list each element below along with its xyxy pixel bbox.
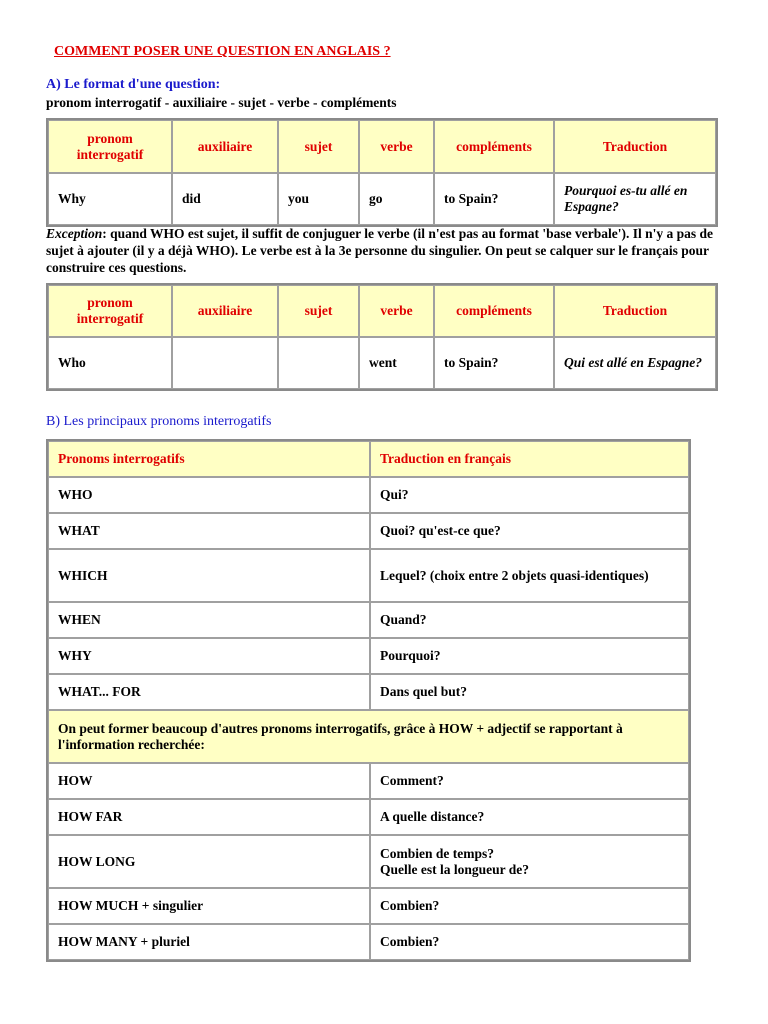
table-cell: Qui est allé en Espagne?	[554, 337, 716, 389]
pronoun-cell: WHY	[48, 638, 370, 674]
exception-paragraph: Exception: quand WHO est sujet, il suffit de conjuguer le verbe (il n'est pas au format 'base verbale'). Il n'y a pas de sujet à ajouter (il y a déjà WHO). Le verbe est à la 3e personne du singulier. On peut se calquer sur le français pour construire ces questions.	[46, 226, 714, 275]
header-cell: verbe	[359, 285, 434, 337]
table-row	[48, 763, 689, 799]
table-cell: Why	[48, 173, 172, 225]
table-row	[48, 337, 716, 389]
translation-cell	[370, 835, 689, 888]
table-cell: did	[172, 173, 278, 225]
table-row	[48, 674, 689, 710]
table-cell: to Spain?	[434, 337, 554, 389]
header-cell: Pronoms interrogatifs	[48, 441, 370, 477]
table-header-row	[48, 285, 716, 337]
translation-line: Quelle est la longueur de?	[380, 861, 530, 877]
table-row	[48, 513, 689, 549]
table-row	[48, 835, 689, 888]
table-cell: to Spain?	[434, 173, 554, 225]
header-cell: compléments	[434, 285, 554, 337]
section-b-heading: B) Les principaux pronoms interrogatifs	[46, 414, 272, 429]
translation-cell: Quand?	[370, 602, 689, 638]
pronoun-cell: HOW MANY + pluriel	[48, 924, 370, 960]
table-row	[48, 924, 689, 960]
translation-cell: A quelle distance?	[370, 799, 689, 835]
question-format-table	[46, 118, 718, 227]
table-cell: Pourquoi es-tu allé en Espagne?	[554, 173, 716, 225]
translation-cell: Lequel? (choix entre 2 objets quasi-identiques)	[370, 549, 689, 602]
table-row	[48, 602, 689, 638]
pronoun-cell: WHO	[48, 477, 370, 513]
table-cell: Who	[48, 337, 172, 389]
header-cell: auxiliaire	[172, 120, 278, 173]
pronoun-cell: WHAT... FOR	[48, 674, 370, 710]
table-cell: go	[359, 173, 434, 225]
header-cell: pronom interrogatif	[48, 285, 172, 337]
translation-cell: Combien?	[370, 888, 689, 924]
pronoun-cell: HOW LONG	[48, 835, 370, 888]
header-cell: verbe	[359, 120, 434, 173]
translation-cell: Pourquoi?	[370, 638, 689, 674]
table-cell: went	[359, 337, 434, 389]
translation-cell: Combien?	[370, 924, 689, 960]
table-row	[48, 477, 689, 513]
header-cell: sujet	[278, 285, 359, 337]
header-cell: pronom interrogatif	[48, 120, 172, 173]
table-row	[48, 549, 689, 602]
question-format: pronom interrogatif - auxiliaire - sujet - verbe - compléments	[46, 95, 397, 110]
header-cell: Traduction	[554, 120, 716, 173]
header-cell: auxiliaire	[172, 285, 278, 337]
header-cell: Traduction en français	[370, 441, 689, 477]
translation-cell: Comment?	[370, 763, 689, 799]
table-row	[48, 173, 716, 225]
pronoun-cell: WHAT	[48, 513, 370, 549]
table-header-row	[48, 441, 689, 477]
table-row	[48, 799, 689, 835]
translation-cell: Quoi? qu'est-ce que?	[370, 513, 689, 549]
pronoun-cell: WHEN	[48, 602, 370, 638]
note-row	[48, 710, 689, 763]
exception-table	[46, 283, 718, 391]
pronouns-table	[46, 439, 691, 962]
header-cell: compléments	[434, 120, 554, 173]
table-header-row	[48, 120, 716, 173]
table-cell: you	[278, 173, 359, 225]
pronoun-cell: HOW MUCH + singulier	[48, 888, 370, 924]
section-a-heading: A) Le format d'une question:	[46, 77, 221, 92]
how-note: On peut former beaucoup d'autres pronoms interrogatifs, grâce à HOW + adjectif se rapportant à l'information recherchée:	[48, 710, 689, 763]
pronoun-cell: WHICH	[48, 549, 370, 602]
translation-line: Combien de temps?	[380, 845, 494, 861]
table-row	[48, 888, 689, 924]
header-cell: Traduction	[554, 285, 716, 337]
pronoun-cell: HOW	[48, 763, 370, 799]
translation-cell: Qui?	[370, 477, 689, 513]
pronoun-cell: HOW FAR	[48, 799, 370, 835]
page-title: COMMENT POSER UNE QUESTION EN ANGLAIS ?	[54, 44, 391, 59]
table-row	[48, 638, 689, 674]
translation-cell: Dans quel but?	[370, 674, 689, 710]
header-cell: sujet	[278, 120, 359, 173]
table-cell	[172, 337, 278, 389]
table-cell	[278, 337, 359, 389]
